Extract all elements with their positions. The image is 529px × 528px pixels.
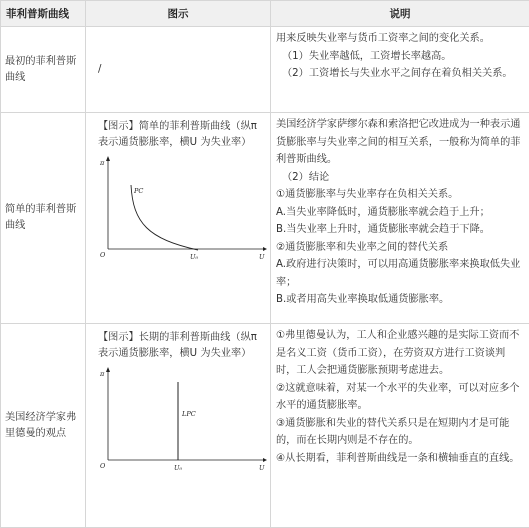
header-description: 说明 bbox=[271, 1, 529, 27]
x-axis-label: U bbox=[259, 464, 265, 472]
description-line: ①通货膨胀率与失业率存在负相关关系。 bbox=[276, 186, 525, 204]
y-axis-label: π bbox=[99, 370, 105, 378]
description-line: A.当失业率降低时，通货膨胀率就会趋于上升； bbox=[276, 204, 525, 222]
curve-label: PC bbox=[133, 187, 143, 195]
y-axis-label: π bbox=[99, 159, 105, 167]
description-line: ①弗里德曼认为，工人和企业感兴趣的是实际工资而不是名义工资（货币工资），在劳资双方进行工资谈判时，工人会把通货膨胀预期考虑进去。 bbox=[276, 327, 525, 380]
figure-caption: 【图示】长期的菲利普斯曲线（纵π表示通货膨胀率，横U 为失业率） bbox=[98, 330, 264, 362]
y-axis-arrow bbox=[106, 367, 110, 372]
description-line: ④从长期看，菲利普斯曲线是一条和横轴垂直的直线。 bbox=[276, 450, 525, 468]
description-line: 美国经济学家萨缪尔森和索洛把它改进成为一种表示通货膨胀率与失业率之间的相互关系，一般称为简单的菲利普斯曲线。 bbox=[276, 116, 525, 169]
description-line: ②通货膨胀率和失业率之间的替代关系 bbox=[276, 239, 525, 257]
origin-label: O bbox=[100, 251, 106, 259]
description-line: B.或者用高失业率换取低通货膨胀率。 bbox=[276, 291, 525, 309]
table-row bbox=[1, 113, 529, 324]
figure-cell bbox=[86, 27, 271, 113]
curve-label: LPC bbox=[181, 410, 196, 418]
row-name: 美国经济学家弗里德曼的观点 bbox=[1, 324, 86, 528]
description-line: （2）工资增长与失业水平之间存在着负相关关系。 bbox=[276, 65, 525, 83]
figure-placeholder: / bbox=[98, 64, 101, 75]
description-cell bbox=[271, 324, 529, 528]
description-line: B.当失业率上升时，通货膨胀率就会趋于下降。 bbox=[276, 221, 525, 239]
table-row bbox=[1, 27, 529, 113]
header-curve: 菲利普斯曲线 bbox=[1, 1, 86, 27]
figure-cell bbox=[86, 113, 271, 324]
description-line: ②这就意味着，对某一个水平的失业率，可以对应多个水平的通货膨胀率。 bbox=[276, 380, 525, 415]
description-line: ③通货膨胀和失业的替代关系只是在短期内才是可能的，而在长期内则是不存在的。 bbox=[276, 415, 525, 450]
description-line: A.政府进行决策时，可以用高通货膨胀率来换取低失业率； bbox=[276, 256, 525, 291]
u0-label: U₀ bbox=[190, 253, 198, 261]
description-cell bbox=[271, 113, 529, 324]
long-run-phillips-curve-graph bbox=[98, 364, 268, 474]
figure-cell bbox=[86, 324, 271, 528]
u0-label: U₀ bbox=[174, 464, 182, 472]
row-name: 最初的菲利普斯曲线 bbox=[1, 27, 86, 113]
description-line: （2）结论 bbox=[276, 169, 525, 187]
description-cell bbox=[271, 27, 529, 113]
header-row bbox=[1, 1, 529, 27]
description-line: （1）失业率越低，工资增长率越高。 bbox=[276, 48, 525, 66]
x-axis-arrow bbox=[263, 247, 267, 251]
x-axis-arrow bbox=[263, 458, 267, 462]
figure-caption: 【图示】简单的菲利普斯曲线（纵π表示通货膨胀率，横U 为失业率） bbox=[98, 119, 264, 151]
row-name: 简单的菲利普斯曲线 bbox=[1, 113, 86, 324]
table-row bbox=[1, 324, 529, 528]
header-figure: 图示 bbox=[86, 1, 271, 27]
y-axis-arrow bbox=[106, 156, 110, 161]
simple-phillips-curve-graph bbox=[98, 153, 268, 263]
description-line: 用来反映失业率与货币工资率之间的变化关系。 bbox=[276, 30, 525, 48]
origin-label: O bbox=[100, 462, 106, 470]
x-axis-label: U bbox=[259, 253, 265, 261]
